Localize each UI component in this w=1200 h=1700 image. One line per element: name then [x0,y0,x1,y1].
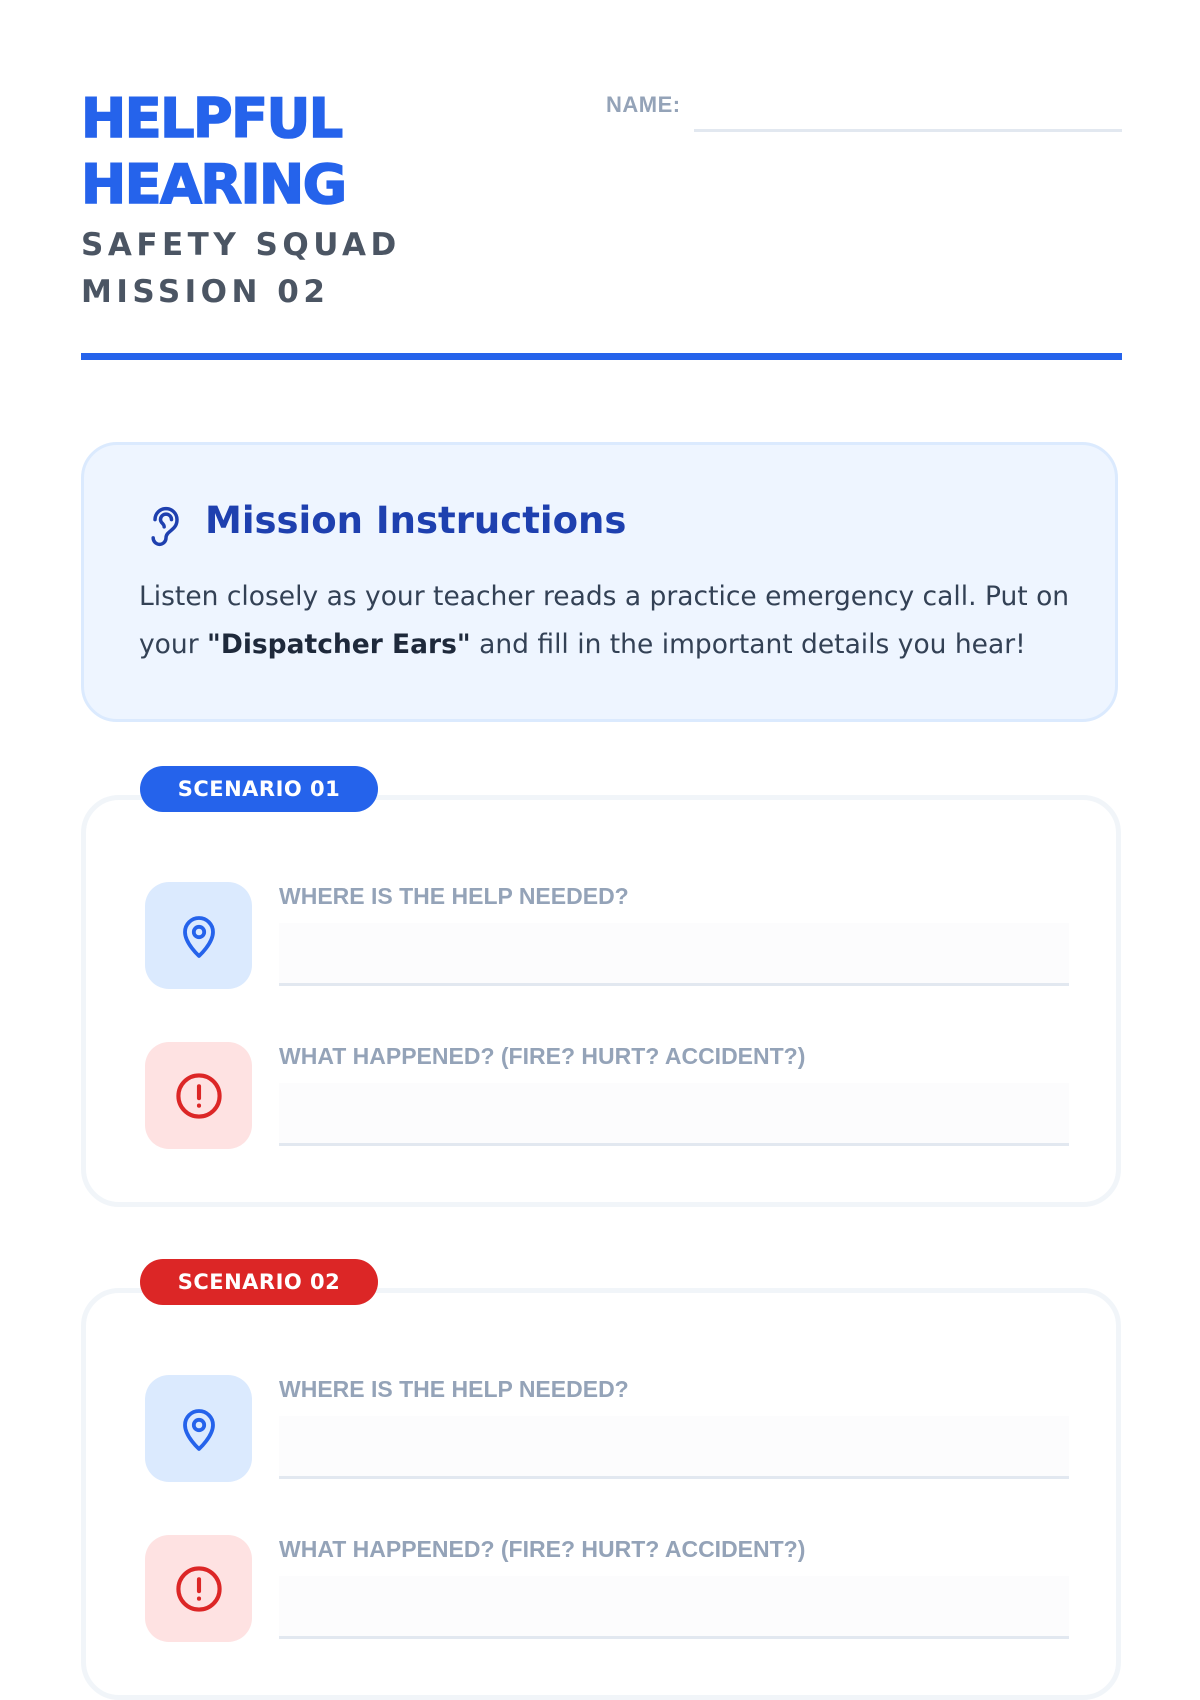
location-input[interactable] [279,923,1069,986]
alert-circle-icon [145,1535,252,1642]
location-pin-icon [145,1375,252,1482]
location-field [145,1375,1065,1483]
field-label: WHERE IS THE HELP NEEDED? [279,883,629,909]
worksheet-subtitle: SAFETY SQUAD MISSION 02 [81,227,401,310]
instructions-title: Mission Instructions [205,499,627,542]
title-line-1: HELPFUL [81,87,342,150]
incident-field [145,1535,1065,1643]
location-pin-icon [145,882,252,989]
location-field [145,882,1065,990]
instructions-emphasis: "Dispatcher Ears" [207,629,471,660]
incident-input[interactable] [279,1576,1069,1639]
incident-field [145,1042,1065,1150]
header-divider [81,353,1122,360]
scenario-badge: SCENARIO 01 [140,766,378,812]
incident-input[interactable] [279,1083,1069,1146]
scenario-2 [81,1259,1121,1700]
name-label: NAME: [606,92,681,117]
scenario-card [81,795,1121,1207]
instructions-text [139,573,1099,669]
alert-circle-icon [145,1042,252,1149]
instructions-text-end: and fill in the important details you hear! [470,629,1026,660]
instructions-panel [81,442,1118,722]
location-input[interactable] [279,1416,1069,1479]
instructions-text-start: Listen closely as your teacher reads a practice emergency call. Put on your [139,581,1070,660]
worksheet-title [81,86,346,218]
field-label: WHAT HAPPENED? (FIRE? HURT? ACCIDENT?) [279,1043,806,1069]
scenario-badge: SCENARIO 02 [140,1259,378,1305]
ear-icon [144,501,188,551]
field-label: WHERE IS THE HELP NEEDED? [279,1376,629,1402]
title-line-2: HEARING [81,153,346,216]
name-field[interactable] [694,129,1122,132]
scenario-1 [81,766,1121,1207]
scenario-card [81,1288,1121,1700]
field-label: WHAT HAPPENED? (FIRE? HURT? ACCIDENT?) [279,1536,806,1562]
